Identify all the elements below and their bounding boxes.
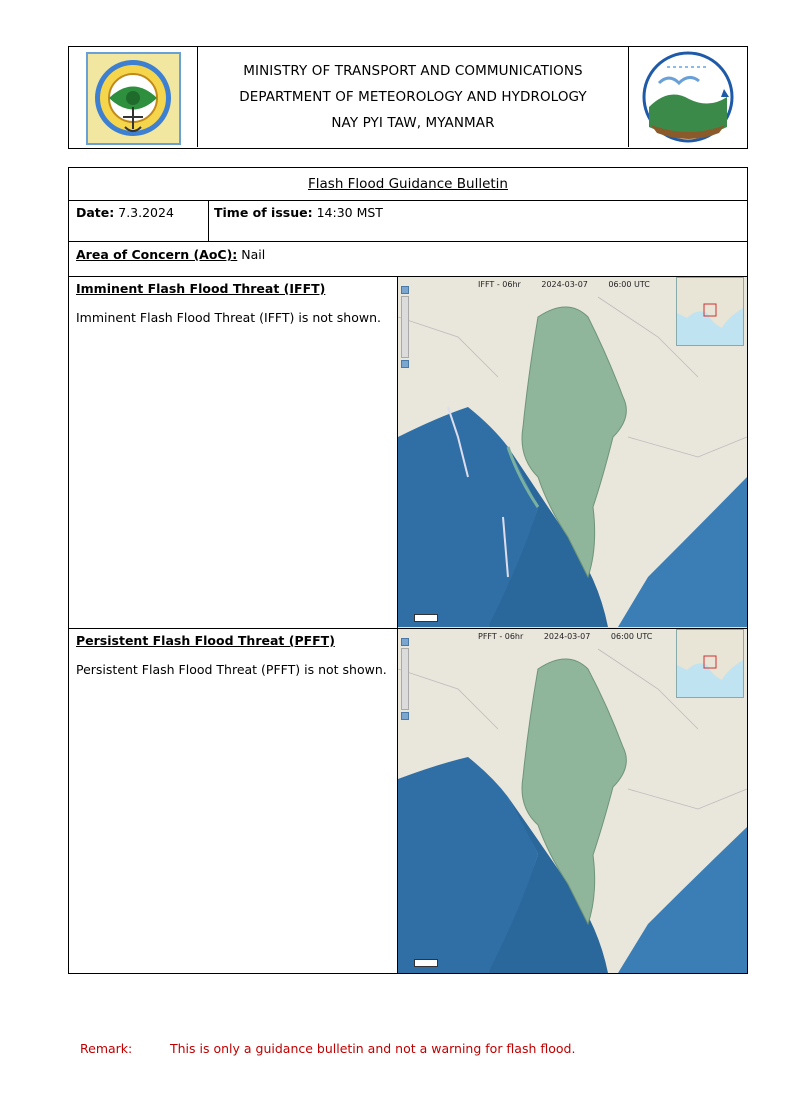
remark [80,1041,575,1056]
remark-label: Remark: [80,1041,133,1056]
aoc-value: Nail [241,247,266,262]
pfft-map-date: 2024-03-07 [543,632,591,641]
time-label: Time of issue: [214,205,313,220]
ministry-name: MINISTRY OF TRANSPORT AND COMMUNICATIONS [243,63,583,79]
bulletin-title-row [69,168,747,201]
pfft-map[interactable] [398,629,747,973]
date-value: 7.3.2024 [118,205,174,220]
zoom-out-icon[interactable] [401,360,409,368]
overview-map-image [677,278,743,345]
ifft-heading: Imminent Flash Flood Threat (IFFT) [76,281,326,296]
zoom-slider[interactable] [401,296,409,358]
ifft-overview-map[interactable] [676,277,744,346]
ifft-map-date: 2024-03-07 [541,280,588,289]
pfft-section [69,629,747,973]
zoom-out-icon[interactable] [401,712,409,720]
pfft-heading: Persistent Flash Flood Threat (PFFT) [76,633,335,648]
zoom-in-icon[interactable] [401,286,409,294]
bulletin-table [68,167,748,974]
pfft-map-product: PFFT - 06hr [478,632,524,641]
pfft-overview-map[interactable] [676,629,744,698]
overview-map-image [677,630,743,697]
pfft-text-cell [69,629,398,973]
ifft-text-cell [69,277,398,628]
ministry-emblem-icon [69,47,198,147]
aoc-row [69,242,747,277]
ministry-logo-cell [69,47,198,147]
pfft-zoom-control[interactable] [401,638,409,722]
department-name: DEPARTMENT OF METEOROLOGY AND HYDROLOGY [239,89,587,105]
water-cycle-emblem-icon [629,47,748,147]
date-cell [69,201,209,241]
aoc-label: Area of Concern (AoC): [76,247,238,262]
ifft-map[interactable] [398,277,747,628]
time-value: 14:30 MST [316,205,383,220]
letterhead [68,46,748,149]
pfft-map-time: 06:00 UTC [610,632,653,641]
pfft-scale-bar [414,959,438,967]
zoom-in-icon[interactable] [401,638,409,646]
pfft-map-caption [478,632,670,641]
remark-text: This is only a guidance bulletin and not a warning for flash flood. [170,1041,576,1056]
dmh-logo-cell [628,47,747,147]
location: NAY PYI TAW, MYANMAR [331,115,495,131]
ifft-scale-bar [414,614,438,622]
pfft-description: Persistent Flash Flood Threat (PFFT) is not shown. [76,662,387,677]
ifft-map-time: 06:00 UTC [608,280,650,289]
ifft-description: Imminent Flash Flood Threat (IFFT) is not shown. [76,310,381,325]
ifft-section [69,277,747,629]
date-time-row [69,201,747,242]
ifft-map-caption [478,280,668,289]
bulletin-title: Flash Flood Guidance Bulletin [308,176,508,192]
ifft-map-product: IFFT - 06hr [478,280,521,289]
header-titles [198,47,628,147]
zoom-slider[interactable] [401,648,409,710]
date-label: Date: [76,205,115,220]
ifft-zoom-control[interactable] [401,286,409,370]
